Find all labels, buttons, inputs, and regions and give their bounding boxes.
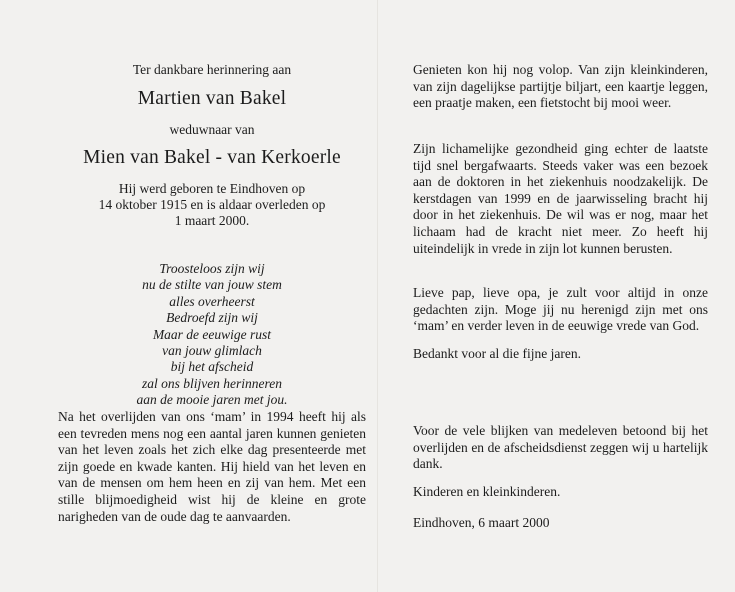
poem-line: Maar de eeuwige rust: [152, 326, 272, 342]
birth-line-3: 1 maart 2000.: [174, 213, 250, 228]
poem-line: van jouw glimlach: [162, 343, 262, 359]
birth-death-info: [58, 181, 366, 229]
poem: [58, 261, 366, 409]
birth-line-2: 14 oktober 1915 en is aldaar overleden op: [98, 197, 326, 212]
poem-line: Troosteloos zijn wij: [159, 261, 265, 276]
signoff: Kinderen en kleinkinderen.: [413, 484, 561, 499]
place-date: Eindhoven, 6 maart 2000: [413, 515, 550, 530]
paragraph-enjoyment: Genieten kon hij nog volop. Van zijn kleinkinderen, van zijn dagelijkse partijtje biljart, een kaartje leggen, een praatje maken, een fietstocht bij mooi weer.: [413, 62, 708, 111]
poem-line: bij het afscheid: [170, 359, 254, 375]
poem-line: Bedroefd zijn wij: [166, 310, 258, 326]
poem-line: alles overheerst: [169, 293, 255, 309]
intro-text: Ter dankbare herinnering aan: [132, 62, 292, 77]
thanks-paragraph: Voor de vele blijken van medeleven betoond bij het overlijden en de afscheidsdienst zeggen wij u hartelijk dank.: [413, 423, 708, 472]
poem-line: nu de stilte van jouw stem: [142, 277, 282, 293]
life-paragraph: Na het overlijden van ons ‘mam’ in 1994 heeft hij als een tevreden mens nog een aantal jaren kunnen genieten van het leven zoals het zich elke dag presenteerde met zijn goede en kwade kanten. Hij hield van het leven en van de mensen om hem heen en zij van hem. Met een stille blijmoedigheid wist hij de kleine en grote narigheden van de oude dag te aanvaarden.: [58, 409, 366, 524]
paragraph-farewell: Lieve pap, lieve opa, je zult voor altijd in onze gedachten zijn. Moge jij nu herenigd zijn met ons ‘mam’ en verder leven in de eeuwige vrede van God.: [413, 285, 708, 334]
poem-line: aan de mooie jaren met jou.: [136, 392, 288, 408]
card-fold-line: [377, 0, 378, 592]
paragraph-health: Zijn lichamelijke gezondheid ging echter de laatste tijd snel bergafwaarts. Steeds vaker was een bezoek aan de doktoren in het ziekenhuis noodzakelijk. De kerstdagen van 1999 en de jaarwisseling bracht hij door in het ziekenhuis. De wil was er nog, maar het lichaam had de kracht niet meer. Zo heeft hij uiteindelijk in vrede in zijn lot kunnen berusten.: [413, 141, 708, 256]
spouse-name: Mien van Bakel - van Kerkoerle: [83, 147, 341, 168]
birth-line-1: Hij werd geboren te Eindhoven op: [118, 181, 306, 196]
poem-line: zal ons blijven herinneren: [141, 375, 283, 391]
deceased-name: Martien van Bakel: [137, 88, 287, 109]
paragraph-thanks-years: Bedankt voor al die fijne jaren.: [413, 346, 581, 361]
relation-text: weduwnaar van: [169, 122, 255, 137]
